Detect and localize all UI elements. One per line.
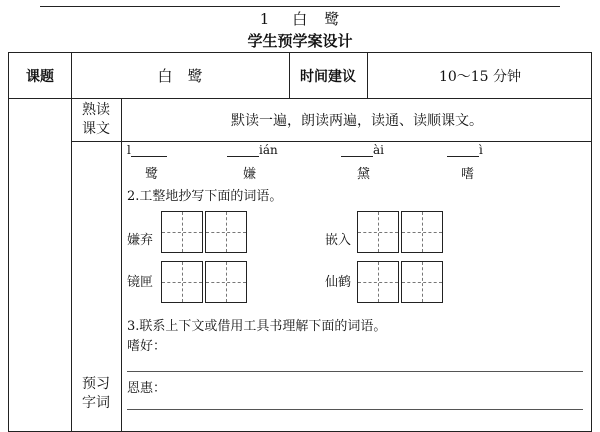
row-divider [71, 141, 591, 142]
writing-grid[interactable] [357, 211, 445, 253]
writing-grid[interactable] [161, 261, 249, 303]
page-subtitle: 学生预学案设计 [247, 32, 353, 50]
pinyin-item: l [127, 143, 167, 157]
copy-word: 仙鹤 [325, 275, 352, 290]
answer-blank[interactable] [227, 145, 259, 157]
lesson-number: 1 [259, 10, 271, 28]
lesson-title [0, 8, 600, 29]
meaning-instruction: 3.联系上下文或借用工具书理解下面的词语。 [127, 319, 387, 334]
answer-blank[interactable] [341, 145, 373, 157]
copy-word: 镜匣 [127, 275, 154, 290]
read-instruction: 默读一遍，朗读两遍，读通、读顺课文。 [231, 112, 483, 129]
meaning-word: 嗜好： [127, 339, 167, 354]
topic-label: 课题 [26, 68, 54, 85]
pinyin-item: ián [227, 143, 278, 157]
worksheet-table [8, 52, 592, 432]
topic-value: 白 鹭 [157, 67, 203, 85]
col-divider [289, 53, 290, 98]
meaning-word: 恩惠： [127, 381, 167, 396]
pinyin-item: ài [341, 143, 384, 157]
time-value: 10～15 分钟 [438, 68, 522, 85]
target-char: 嗜 [461, 167, 475, 182]
preview-label: 预习 字词 [82, 376, 110, 411]
col-divider [367, 53, 368, 98]
writing-grid[interactable] [161, 211, 249, 253]
copy-instruction: 2.工整地抄写下面的词语。 [127, 189, 283, 204]
target-char: 嫌 [243, 167, 257, 182]
answer-blank[interactable] [131, 145, 167, 157]
answer-blank[interactable] [447, 145, 479, 157]
writing-grid[interactable] [357, 261, 445, 303]
target-char: 黛 [357, 167, 371, 182]
copy-word: 嫌弃 [127, 233, 154, 248]
time-label: 时间建议 [300, 68, 356, 85]
answer-line[interactable] [127, 371, 583, 372]
top-rule [40, 6, 560, 7]
target-char: 鹭 [145, 167, 159, 182]
read-label: 熟读 课文 [82, 101, 110, 137]
col-divider [121, 98, 122, 431]
copy-word: 嵌入 [325, 233, 352, 248]
pinyin-item: ì [447, 143, 483, 157]
lesson-name: 白 鹭 [292, 10, 341, 28]
answer-line[interactable] [127, 409, 583, 410]
